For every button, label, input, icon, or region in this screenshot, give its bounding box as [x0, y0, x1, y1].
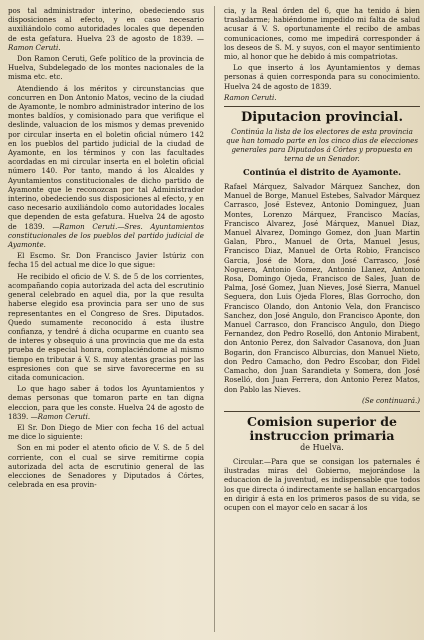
commission-title: Comision superior de instruccion primaria	[224, 411, 420, 443]
signature: —Ramon Ceruti.—Sres. Ayuntamientos constitucionales de los pueblos del partido judicial de Ayamonte.	[8, 221, 204, 250]
paragraph: He recibido el oficio de V. S. de 5 de los corrientes, acompañando copia autorizada del acta del escrutinio general celebrado en aquel dia, por la que resulta haberse elegido esa provincia para ser uno de sus representantes en el Congreso de Sres. Diputados. Quedo sumamente reconocido á esta ilustre confianza, y tendré á dicha ocuparme en cuanto sea de interes y obsequio á una provincia que me da esta prueba de especial honra, complaciéndome al mismo tiempo en tributar á V. S. muy atentas gracias por las espresiones con que se sirve favorecerme en su citada comunicacion.	[8, 271, 204, 382]
paragraph: El Escmo. Sr. Don Francisco Javier Istúriz con fecha 15 del actual me dice lo que sigue:	[8, 251, 204, 270]
paragraph: El Sr. Don Diego de Mier con fecha 16 del actual me dice lo siguiente:	[8, 422, 204, 442]
continued-note: (Se continuará.)	[361, 395, 420, 405]
paragraph: Lo que hago saber á todos los Ayuntamientos y demas personas que tomaron parte en tan digna eleccion, para que les conste. Huelva 24 de agosto de 1839. —Ramon Ceruti.	[8, 384, 204, 421]
signature: Ramon Ceruti.	[224, 92, 277, 102]
signature: —Ramon Ceruti.	[30, 411, 91, 421]
paragraph: cia, y la Real órden del 6, que ha tenido á bien trasladarme; habiéndome impedido mi falta de salud acusar á V. S. oportunamente el recibo de ambas comunicaciones, como me impedirá corresponder á los deseos de S. M. y suyos, con el mayor sentimiento mio, al honor que he debido á mis compatriotas.	[224, 6, 420, 62]
district-title: Continúa el distrito de Ayamonte.	[242, 167, 402, 178]
section-subtitle: Continúa la lista de los electores de esta provincia que han tomado parte en los cinco dias de elecciones generales para Diputados á Córtes y propuesta en terna de un Senador.	[225, 127, 419, 164]
paragraph: Lo que inserto á los Ayuntamientos y demas personas á quien corresponda para su conocimiento. Huelva 24 de agosto de 1839.	[224, 63, 420, 91]
paragraph: Son en mi poder el atento oficio de V. S. de 5 del corriente, con el cual se sirve remitirme copia autorizada del acta de escrutinio general de las elecciones de Senadores y Diputados á Córtes, celebrada en esa provin-	[8, 443, 204, 490]
right-column	[224, 6, 420, 514]
paragraph: Don Ramon Ceruti, Gefe político de la provincia de Huelva, Subdelegado de los montes nacionales de la misma etc. etc.	[8, 54, 204, 82]
paragraph: Circular.—Para que se consigan los paternales é ilustradas miras del Gobierno, mejorándose la educacion de la juventud, es indispensable que todos los que directa ó indirectamente se hallan encargados en dirigir á esta en los primeros pasos de su vida, se ocupen con el mayor celo en sacar á los	[224, 456, 420, 512]
section-title: Diputacion provincial.	[224, 106, 420, 125]
paragraph: pos tal administrador interino, obedeciendo sus disposiciones al efecto, y en caso necesario auxiliándolo como autoridades locales que dependen de esta gefatura. Huelva 23 de agosto de 1839. —Ramon Ceruti.	[8, 6, 204, 52]
left-column	[8, 6, 204, 491]
commission-subtitle: de Huelva.	[300, 442, 344, 452]
paragraph: Atendiendo á los méritos y circunstancias que concurren en Don Antonio Matos, vecino de la ciudad de Ayamonte, le nombro administrador interino de los montes baldíos, y comisionado para que verifique el deslinde, valuacion de los mismos y demas prevenido por circular inserta en el boletin oficial número 142 en los pueblos del partido judicial de la ciudad de Ayamonte, en los términos y con las facultades acordadas en mi circular inserta en el boletin oficial número 140. Por tanto, mando á los Alcaldes y Ayuntamientos constitucionales de dicho partido de Ayamonte que le reconozcan por tal Administrador interino, obedeciendo sus disposiciones al efecto, y en caso necesario auxiliándolo como autoridades locales que dependen de esta gefatura. Huelva 24 de agosto de 1839. —Ramon Ceruti.—Sres. Ayuntamientos constitucionales de los pueblos del partido judicial de Ayamonte.	[8, 83, 204, 250]
signature: —Ramon Ceruti.	[8, 33, 204, 52]
column-divider	[214, 6, 215, 632]
elector-list: Rafael Márquez, Salvador Márquez Sanchez, don Manuel de Borge, Manuel Estebes, Salvador Márquez Carrasco, José Estevez, Antonio Dominguez, Juan Montes, Lorenzo Márquez, Francisco Macías, Francisco Alvarez, José Márquez, Manuel Diaz, Manuel Alvarez, Domingo Gomez, don Juan Martin Galan, Pbro., Manuel de Orta, Manuel Jesus, Francisco Diaz, Manuel de Orta Robio, Francisco Garcia, José de Mora, don José Carrasco, José Noguera, Antonio Gomez, Antonio Llanez, Antonio Rosa, Domingo Ojeda, Francisco de Sales, Juan de Palma, José Gomez, Juan Nieves, José Sierra, Manuel Seguera, don Luis Ojeda Flores, Blas Gorrocho, don Francisco Olando, don Antonio Vela, don Francisco Sanchez, don José Angulo, don Francisco Aponte, don Manuel Carrasco, don Francisco Angulo, don Diego Fernandez, don Pedro Roselló, don Antonio Mirabent, don Antonio Perez, don Salvador Casanova, don Juan Bogarin, don Francisco Alburcias, don Manuel Nieto, don Pedro Camacho, don Pedro Escobar, don Fidel Camacho, don Juan Sarandieta y Somera, don José Roselló, don Juan Ferrera, don Antonio Perez Matos, don Pablo las Nieves.	[224, 182, 420, 394]
